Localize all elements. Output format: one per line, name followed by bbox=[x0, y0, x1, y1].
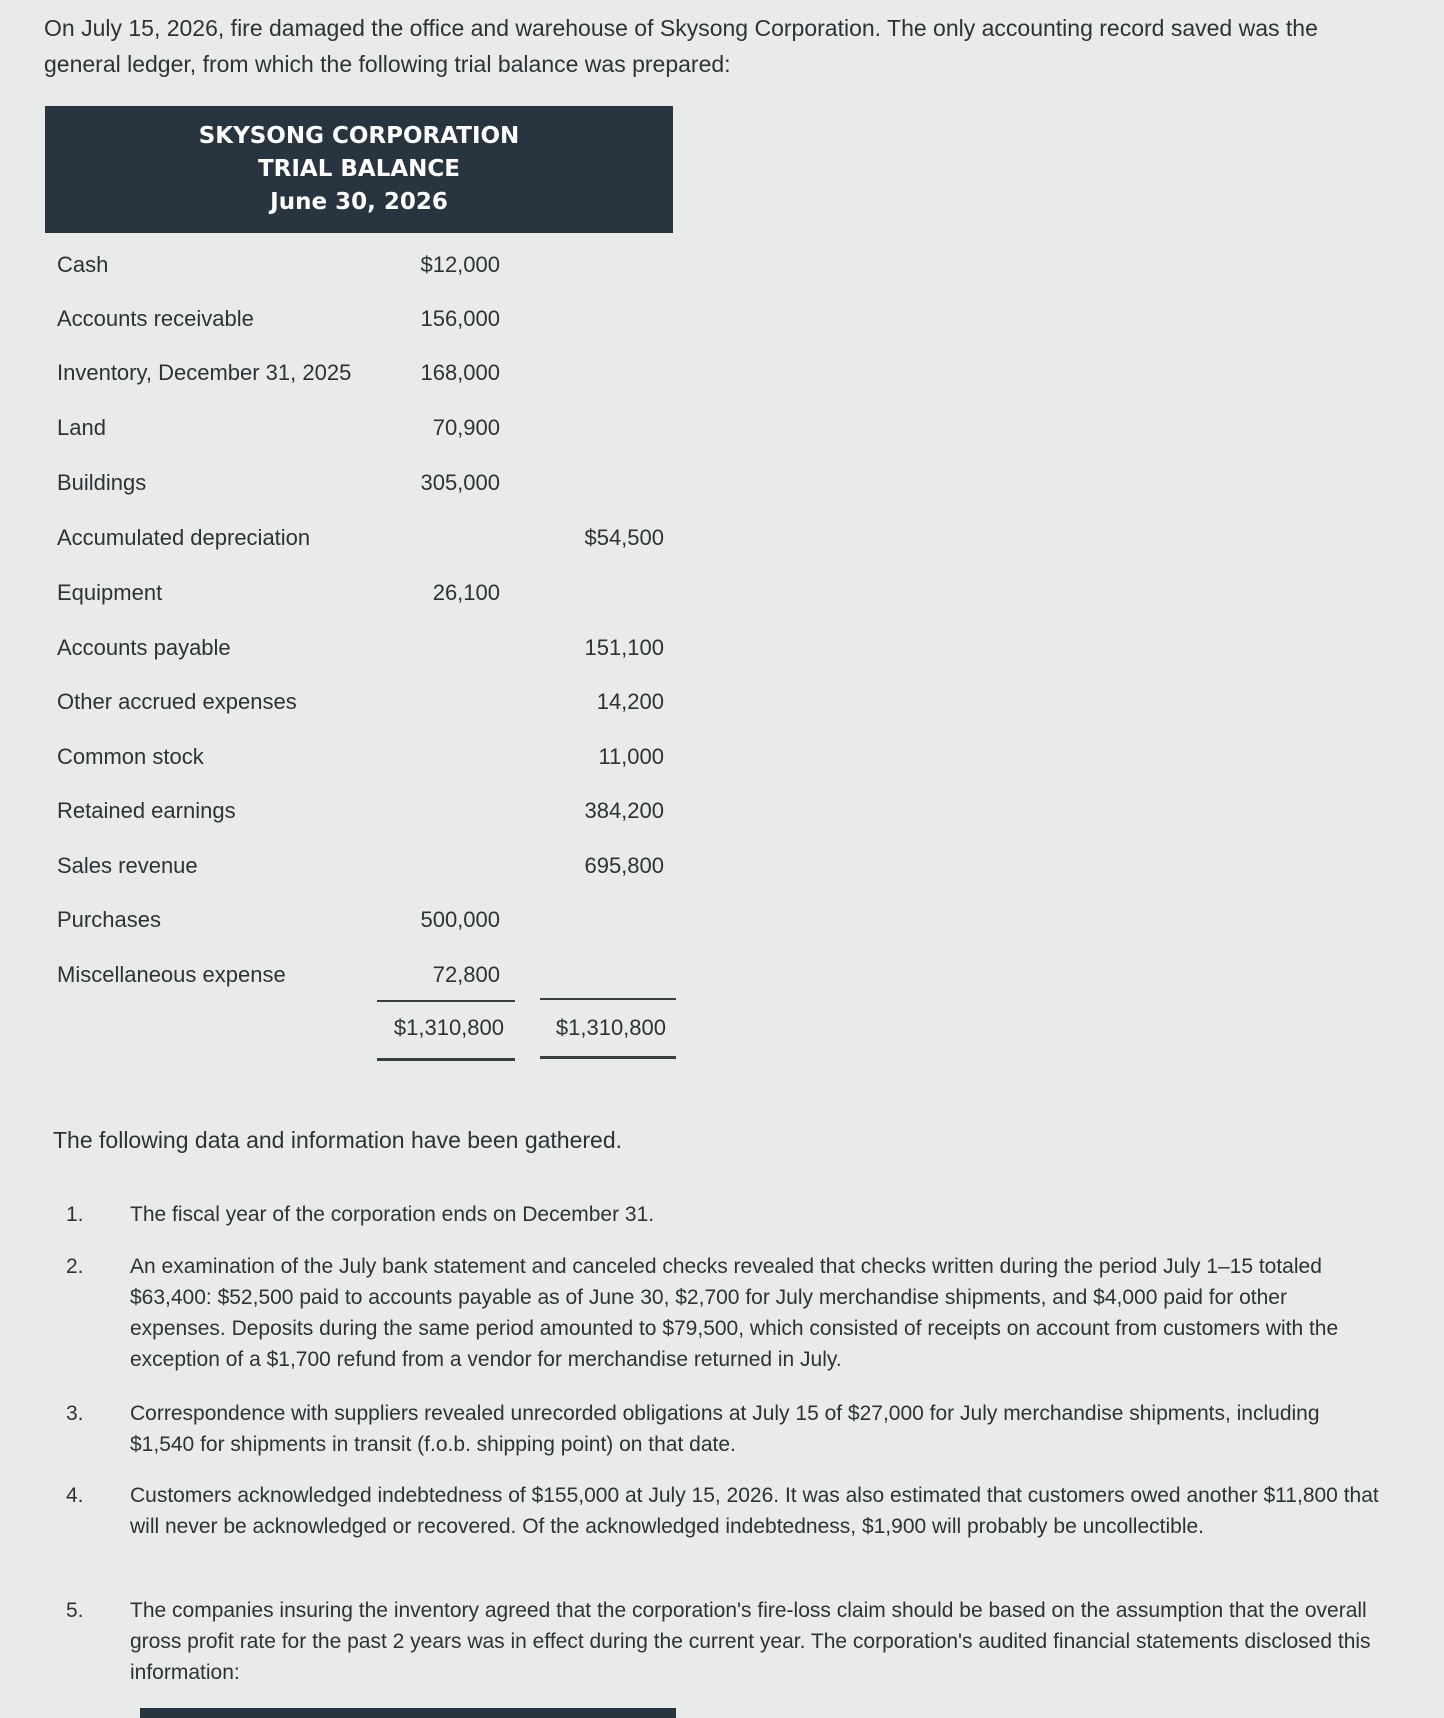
account-name: Accumulated depreciation bbox=[57, 525, 311, 550]
intro-paragraph: On July 15, 2026, fire damaged the office and warehouse of Skysong Corporation. The only accounting record saved was the general ledger, from which the following trial balance was prepared: bbox=[44, 15, 1318, 77]
credit-amount: 11,000 bbox=[598, 744, 664, 769]
totals-row bbox=[0, 1013, 700, 1043]
table-row bbox=[0, 523, 700, 553]
account-name: Retained earnings bbox=[57, 798, 236, 823]
debit-amount: 305,000 bbox=[420, 470, 500, 495]
table-row bbox=[0, 687, 700, 717]
debit-amount: 72,800 bbox=[432, 962, 500, 987]
credit-amount: 151,100 bbox=[584, 635, 664, 660]
account-name: Inventory, December 31, 2025 bbox=[57, 360, 352, 385]
account-name: Other accrued expenses bbox=[57, 689, 297, 714]
item-number: 5. bbox=[66, 1599, 84, 1622]
account-name: Sales revenue bbox=[57, 853, 198, 878]
account-name: Cash bbox=[57, 252, 109, 277]
debit-amount: 156,000 bbox=[420, 306, 500, 331]
item-text: Correspondence with suppliers revealed unrecorded obligations at July 15 of $27,000 for July merchandise shipments, including $1,540 for shipments in transit (f.o.b. shipping point) on that date. bbox=[130, 1402, 1320, 1456]
credit-subtotal-rule bbox=[540, 998, 676, 1000]
item-text: An examination of the July bank statement and canceled checks revealed that checks written during the period July 1–15 totaled $63,400: $52,500 paid to accounts payable as of June 30, $2,700 for July merchandise shipments, and $4,000 paid for other expenses. Deposits during the same period amounted to $79,500, which consisted of receipts on account from customers with the exception of a $1,700 refund from a vendor for merchandise returned in July. bbox=[130, 1255, 1339, 1371]
debit-amount: $12,000 bbox=[420, 252, 500, 277]
credit-amount: 695,800 bbox=[584, 853, 664, 878]
table-row bbox=[0, 250, 700, 280]
total-debit: $1,310,800 bbox=[393, 1015, 504, 1040]
debit-amount: 70,900 bbox=[432, 415, 500, 440]
table-row bbox=[0, 742, 700, 772]
debit-amount: 26,100 bbox=[432, 580, 500, 605]
credit-amount: $54,500 bbox=[584, 525, 664, 550]
item-number: 2. bbox=[66, 1255, 84, 1278]
item-text: The companies insuring the inventory agreed that the corporation's fire-loss claim should be based on the assumption that the overall gross profit rate for the past 2 years was in effect during the current year. The corporation's audited financial statements disclosed this information: bbox=[130, 1599, 1371, 1684]
account-name: Common stock bbox=[57, 744, 204, 769]
item-text: The fiscal year of the corporation ends on December 31. bbox=[130, 1203, 655, 1226]
account-name: Buildings bbox=[57, 470, 147, 495]
table-row bbox=[0, 851, 700, 881]
debit-amount: 168,000 bbox=[420, 360, 500, 385]
trial-balance-header bbox=[45, 106, 673, 233]
table-row bbox=[0, 633, 700, 663]
statement-date: June 30, 2026 bbox=[270, 189, 448, 215]
table-row bbox=[0, 578, 700, 608]
table-row bbox=[0, 468, 700, 498]
table-row bbox=[0, 905, 700, 935]
total-credit: $1,310,800 bbox=[555, 1015, 666, 1040]
account-name: Accounts payable bbox=[57, 635, 231, 660]
item-number: 4. bbox=[66, 1484, 84, 1507]
credit-amount: 384,200 bbox=[584, 798, 664, 823]
table-row bbox=[0, 796, 700, 826]
item-number: 3. bbox=[66, 1402, 84, 1425]
item-text: Customers acknowledged indebtedness of $155,000 at July 15, 2026. It was also estimated that customers owed another $11,800 that will never be acknowledged or recovered. Of the acknowledged indebtedness, $1,900 will probably be uncollectible. bbox=[130, 1484, 1379, 1538]
debit-total-rule bbox=[377, 1058, 515, 1061]
table-row bbox=[0, 304, 700, 334]
credit-amount: 14,200 bbox=[596, 689, 664, 714]
item-number: 1. bbox=[66, 1203, 84, 1226]
account-name: Miscellaneous expense bbox=[57, 962, 286, 987]
account-name: Equipment bbox=[57, 580, 163, 605]
debit-amount: 500,000 bbox=[420, 907, 500, 932]
account-name: Purchases bbox=[57, 907, 161, 932]
company-name: SKYSONG CORPORATION bbox=[198, 123, 520, 149]
next-table-header-edge bbox=[140, 1708, 676, 1718]
gathered-intro: The following data and information have been gathered. bbox=[53, 1127, 623, 1153]
table-row bbox=[0, 960, 700, 990]
table-row bbox=[0, 413, 700, 443]
credit-total-rule bbox=[540, 1056, 676, 1059]
table-row bbox=[0, 358, 700, 388]
account-name: Accounts receivable bbox=[57, 306, 254, 331]
debit-subtotal-rule bbox=[377, 1000, 515, 1002]
statement-title: TRIAL BALANCE bbox=[257, 156, 461, 182]
account-name: Land bbox=[57, 415, 106, 440]
